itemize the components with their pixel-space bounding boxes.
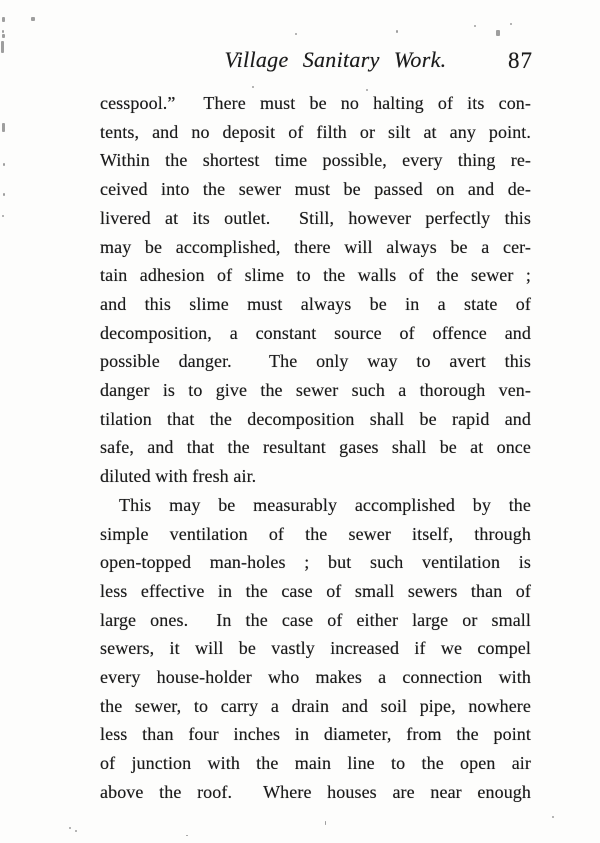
- paragraph: [100, 89, 531, 491]
- text-line: Within the shortest time possible, every thing re-: [100, 150, 531, 171]
- text-line: This may be measurably accomplished by the: [119, 494, 531, 515]
- text-line: of junction with the main line to the open air: [100, 753, 531, 774]
- text-line: tilation that the decomposition shall be rapid and: [100, 408, 531, 429]
- text-line: may be accomplished, there will always be a cer-: [100, 236, 531, 257]
- text-line: tents, and no deposit of filth or silt at any point.: [100, 121, 531, 142]
- scan-artifact: [1, 41, 4, 53]
- scan-artifact: [510, 23, 512, 25]
- text-line: danger is to give the sewer such a thorough ven-: [100, 380, 531, 401]
- scan-artifact: [552, 816, 554, 818]
- page-title: Village Sanitary Work.: [224, 47, 447, 72]
- text-line: decomposition, a constant source of offence and: [100, 322, 531, 343]
- scan-artifact: [2, 123, 5, 132]
- text-line: above the roof. Where houses are near enough: [100, 781, 531, 802]
- scan-artifact: [186, 835, 188, 836]
- running-header: [100, 46, 531, 78]
- text-line: sewers, it will be vastly increased if we compel: [100, 638, 531, 659]
- scan-artifact: [3, 193, 5, 196]
- text-line: the sewer, to carry a drain and soil pipe, nowhere: [100, 695, 531, 716]
- scan-artifact: [31, 17, 35, 21]
- text-line: ceived into the sewer must be passed on and de-: [100, 179, 531, 200]
- text-line: simple ventilation of the sewer itself, through: [100, 523, 531, 544]
- scan-artifact: [396, 30, 398, 33]
- scan-artifact: [474, 25, 476, 27]
- scan-artifact: [2, 17, 5, 22]
- page-number: 87: [508, 48, 533, 73]
- text-line: livered at its outlet. Still, however perfectly this: [100, 207, 531, 228]
- scan-artifact: [2, 215, 4, 217]
- text-line: large ones. In the case of either large or small: [100, 609, 531, 630]
- scan-artifact: [2, 30, 4, 33]
- text-line: possible danger. The only way to avert this: [100, 351, 531, 372]
- scan-artifact: [295, 33, 297, 35]
- text-line: less than four inches in diameter, from the point: [100, 724, 531, 745]
- scan-artifact: [325, 821, 326, 825]
- scan-artifact: [69, 827, 71, 829]
- scan-artifact: [252, 86, 254, 88]
- paragraph: [100, 491, 531, 807]
- scan-artifact: [496, 30, 500, 36]
- text-line: safe, and that the resultant gases shall be at once: [100, 437, 531, 458]
- text-line: diluted with fresh air.: [100, 466, 257, 487]
- text-line: open-topped man-holes ; but such ventilation is: [100, 552, 531, 573]
- text-line: cesspool.” There must be no halting of its con-: [100, 93, 531, 113]
- text-line: and this slime must always be in a state of: [100, 293, 531, 314]
- text-line: tain adhesion of slime to the walls of the sewer ;: [100, 265, 531, 286]
- text-block: [100, 89, 531, 807]
- text-line: every house-holder who makes a connection with: [100, 667, 531, 688]
- scan-artifact: [2, 34, 5, 38]
- scan-artifact: [75, 830, 77, 832]
- text-line: less effective in the case of small sewers than of: [100, 580, 531, 601]
- scan-artifact: [3, 163, 5, 166]
